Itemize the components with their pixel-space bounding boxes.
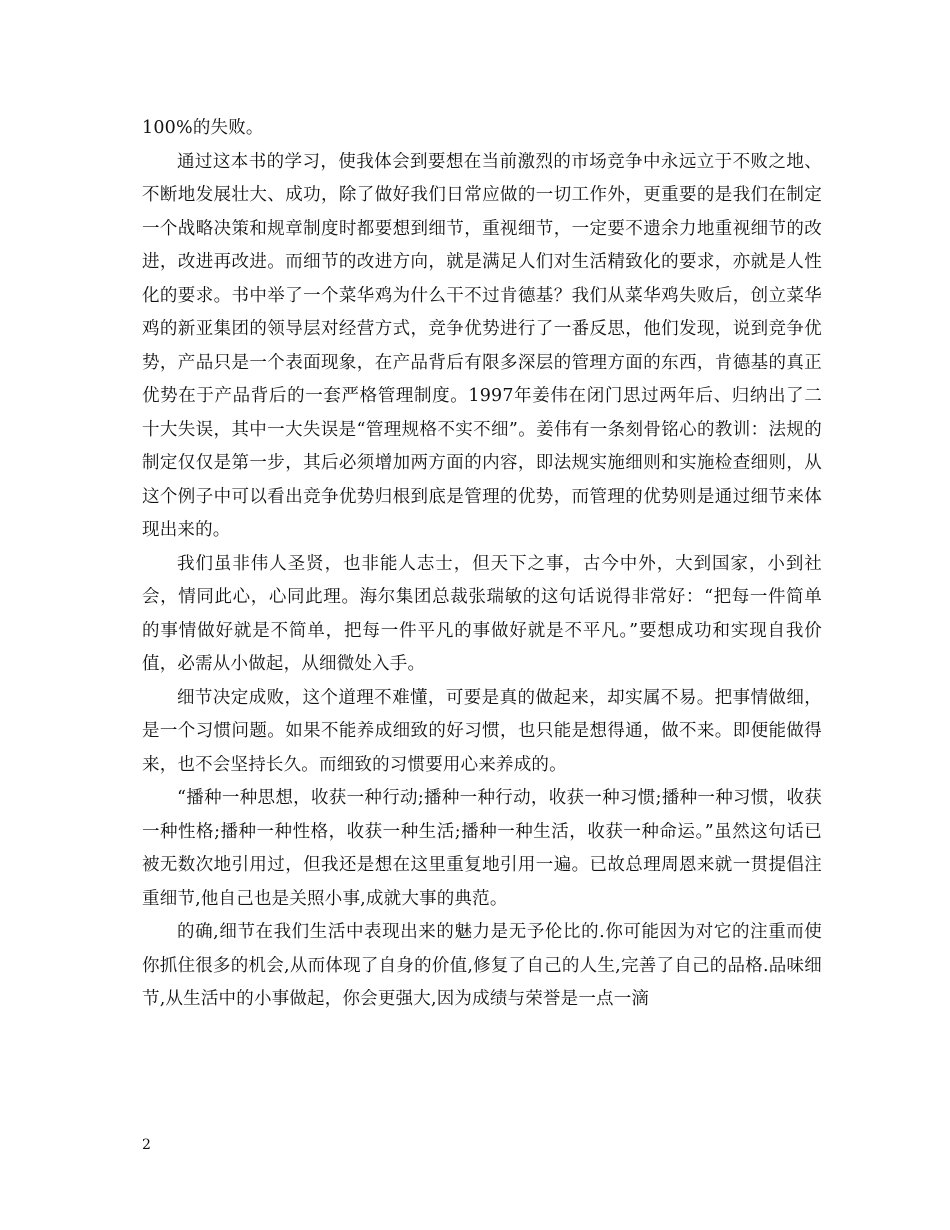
paragraph-4: 细节决定成败，这个道理不难懂，可要是真的做起来，却实属不易。把事情做细，是一个习惯问题。如果不能养成细致的好习惯，也只能是想得通，做不来。即便能做得来，也不会坚持长久。而细致的习惯要用心来养成的。: [142, 687, 822, 775]
paragraph-5: “播种一种思想，收获一种行动;播种一种行动，收获一种习惯;播种一种习惯，收获一种性格;播种一种性格，收获一种生活;播种一种生活，收获一种命运。”虽然这句话已被无数次地引用过，但我还是想在这里重复地引用一遍。已故总理周恩来就一贯提倡注重细节,他自己也是关照小事,成就大事的典范。: [142, 788, 822, 909]
paragraph-1: 100%的失败。: [142, 118, 264, 138]
paragraph-3: 我们虽非伟人圣贤，也非能人志士，但天下之事，古今中外，大到国家，小到社会，情同此心，心同此理。海尔集团总裁张瑞敏的这句话说得非常好：“把每一件简单的事情做好就是不简单，把每一件平凡的事做好就是不平凡。”要想成功和实现自我价值，必需从小做起，从细微处入手。: [142, 553, 822, 674]
paragraph-6: 的确,细节在我们生活中表现出来的魅力是无予伦比的.你可能因为对它的注重而使你抓住很多的机会,从而体现了自身的价值,修复了自己的人生,完善了自己的品格.品味细节,从生活中的小事做起，你会更强大,因为成绩与荣誉是一点一滴: [142, 922, 822, 1009]
page-number: 2: [142, 1137, 151, 1153]
body-text: [142, 112, 822, 1017]
paragraph-2: 通过这本书的学习，使我体会到要想在当前激烈的市场竞争中永远立于不败之地、不断地发展壮大、成功，除了做好我们日常应做的一切工作外，更重要的是我们在制定一个战略决策和规章制度时都要想到细节，重视细节，一定要不遗余力地重视细节的改进，改进再改进。而细节的改进方向，就是满足人们对生活精致化的要求，亦就是人性化的要求。书中举了一个菜华鸡为什么干不过肯德基？我们从菜华鸡失败后，创立菜华鸡的新亚集团的领导层对经营方式，竞争优势进行了一番反思，他们发现，说到竞争优势，产品只是一个表面现象，在产品背后有限多深层的管理方面的东西，肯德基的真正优势在于产品背后的一套严格管理制度。1997年姜伟在闭门思过两年后、归纳出了二十大失误，其中一大失误是“管理规格不实不细”。姜伟有一条刻骨铭心的教训：法规的制定仅仅是第一步，其后必须增加两方面的内容，即法规实施细则和实施检查细则，从这个例子中可以看出竞争优势归根到底是管理的优势，而管理的优势则是通过细节来体现出来的。: [142, 151, 822, 540]
